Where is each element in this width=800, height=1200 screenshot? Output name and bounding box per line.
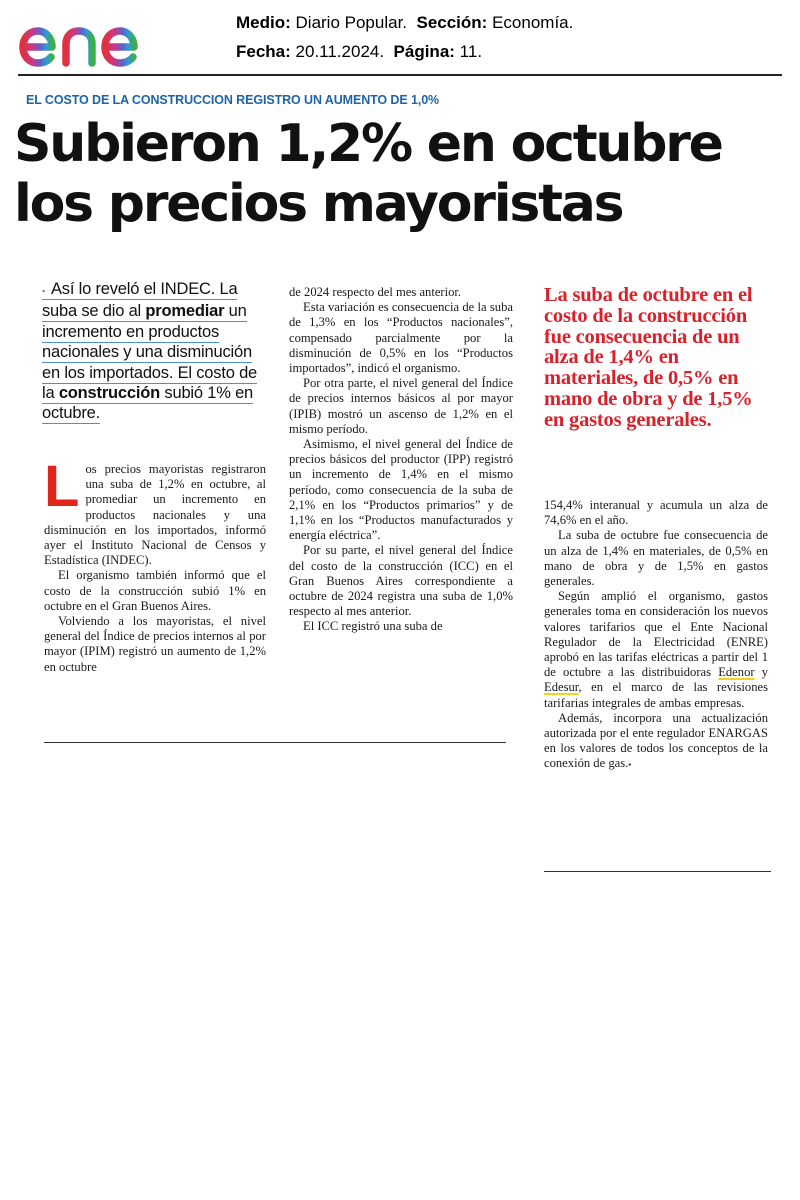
- paragraph: 154,4% interanual y acumula un alza de 74,6% en el año.: [544, 498, 768, 528]
- paragraph: Además, incorpora una actualización autorizada por el ente regulador ENARGAS en los valores de todos los conceptos de la conexión de gas.▪: [544, 710, 768, 771]
- paragraph: El ICC registró una suba de: [303, 619, 443, 634]
- meta-line-1: [236, 8, 573, 37]
- article-kicker: EL COSTO DE LA CONSTRUCCION REGISTRO UN AUMENTO DE 1,0%: [26, 93, 440, 107]
- paragraph: La suba de octubre fue consecuencia de un alza de 1,4% en materiales, de 0,5% en mano de obra y de 1,5% en gastos generales.: [544, 528, 768, 589]
- seccion-label: Sección:: [416, 13, 488, 32]
- pagina-label: Página:: [393, 42, 455, 61]
- paragraph: Esta variación es consecuencia de la suba de 1,3% en los “Productos nacionales”, compensado parcialmente por la disminución de 0,5% en los “Productos importados”, indicó el organismo.: [289, 300, 513, 376]
- highlight-edenor: Edenor: [718, 665, 755, 680]
- fecha-value: 20.11.2024.: [295, 42, 385, 61]
- bullet-icon: ▪: [42, 286, 45, 296]
- lead-bold-construccion: construcción: [58, 384, 161, 403]
- header-divider: [18, 74, 782, 76]
- clipping-metadata: [236, 8, 573, 66]
- seccion-value: Economía.: [492, 13, 574, 32]
- article-column-2: [289, 285, 513, 635]
- article-headline: [14, 114, 794, 234]
- fecha-label: Fecha:: [236, 42, 291, 61]
- headline-line-2: los precios mayoristas: [14, 174, 623, 234]
- headline-line-1: Subieron 1,2% en octubre: [14, 114, 722, 174]
- article-lead: [42, 279, 266, 424]
- paragraph: Por otra parte, el nivel general del Índice de precios internos básicos al por mayor (IPIB) mostró un ascenso de 1,2% en el mismo período.: [289, 376, 513, 436]
- paragraph: Volviendo a los mayoristas, el nivel general del Índice de precios internos al por mayor (IPIM) registró un aumento de 1,2% en octubre: [44, 614, 266, 674]
- end-mark-icon: ▪: [628, 760, 632, 770]
- lead-text: ▪ Así lo reveló el INDEC. La suba se dio al promediar un incremento en productos nacionales y una disminución en los importados. El costo de la construcción subió 1% en octubre.: [42, 280, 258, 423]
- highlight-edesur: Edesur: [544, 680, 579, 695]
- pagina-value: 11.: [459, 42, 483, 61]
- article-column-3: [544, 498, 768, 773]
- lead-bold-promediar: promediar: [145, 302, 225, 321]
- column-divider-right: [544, 871, 771, 872]
- meta-line-2: [236, 37, 573, 66]
- column-divider-bottom: [44, 742, 506, 743]
- medio-value: Diario Popular.: [295, 13, 408, 32]
- paragraph: Los precios mayoristas registraron una suba de 1,2% en octubre, al promediar un incremento en productos nacionales y una disminución en los importados, informó ayer el Instituto Nacional de Censos y Estadística (INDEC).: [44, 454, 266, 568]
- paragraph: Asimismo, el nivel general del Índice de precios básicos del productor (IPP) registró un incremento de 1,4% en el mismo período, como consecuencia de la suba de 2,1% en los “Productos primarios” y de 1,1% en los “Productos manufacturados y energía eléctrica”.: [289, 437, 513, 543]
- medio-label: Medio:: [236, 13, 291, 32]
- enel-logo-icon: [14, 14, 182, 70]
- paragraph: El organismo también informó que el costo de la construcción subió 1% en octubre en el Gran Buenos Aires.: [44, 568, 266, 613]
- pull-quote: La suba de octubre en el costo de la construcción fue consecuencia de un alza de 1,4% en materiales, de 0,5% en mano de obra y de 1,5% en gastos generales.: [544, 284, 753, 431]
- article-column-1: [44, 454, 266, 675]
- paragraph: Por su parte, el nivel general del Índice del costo de la construcción (ICC) en el Gran Buenos Aires correspondiente a octubre de 2024 registra una suba de 1,0% respecto al mes anterior.: [289, 543, 513, 619]
- drop-cap: L: [44, 454, 80, 519]
- paragraph: Según amplió el organismo, gastos generales toma en consideración los nuevos valores tarifarios que el Ente Nacional Regulador de la Electricidad (ENRE) aprobó en las tarifas eléctricas a partir del 1 de octubre a las distribuidoras Edenor y Edesur, en el marco de las revisiones tarifarias integrales de ambas empresas.: [544, 589, 768, 710]
- paragraph: de 2024 respecto del mes anterior.: [289, 285, 462, 299]
